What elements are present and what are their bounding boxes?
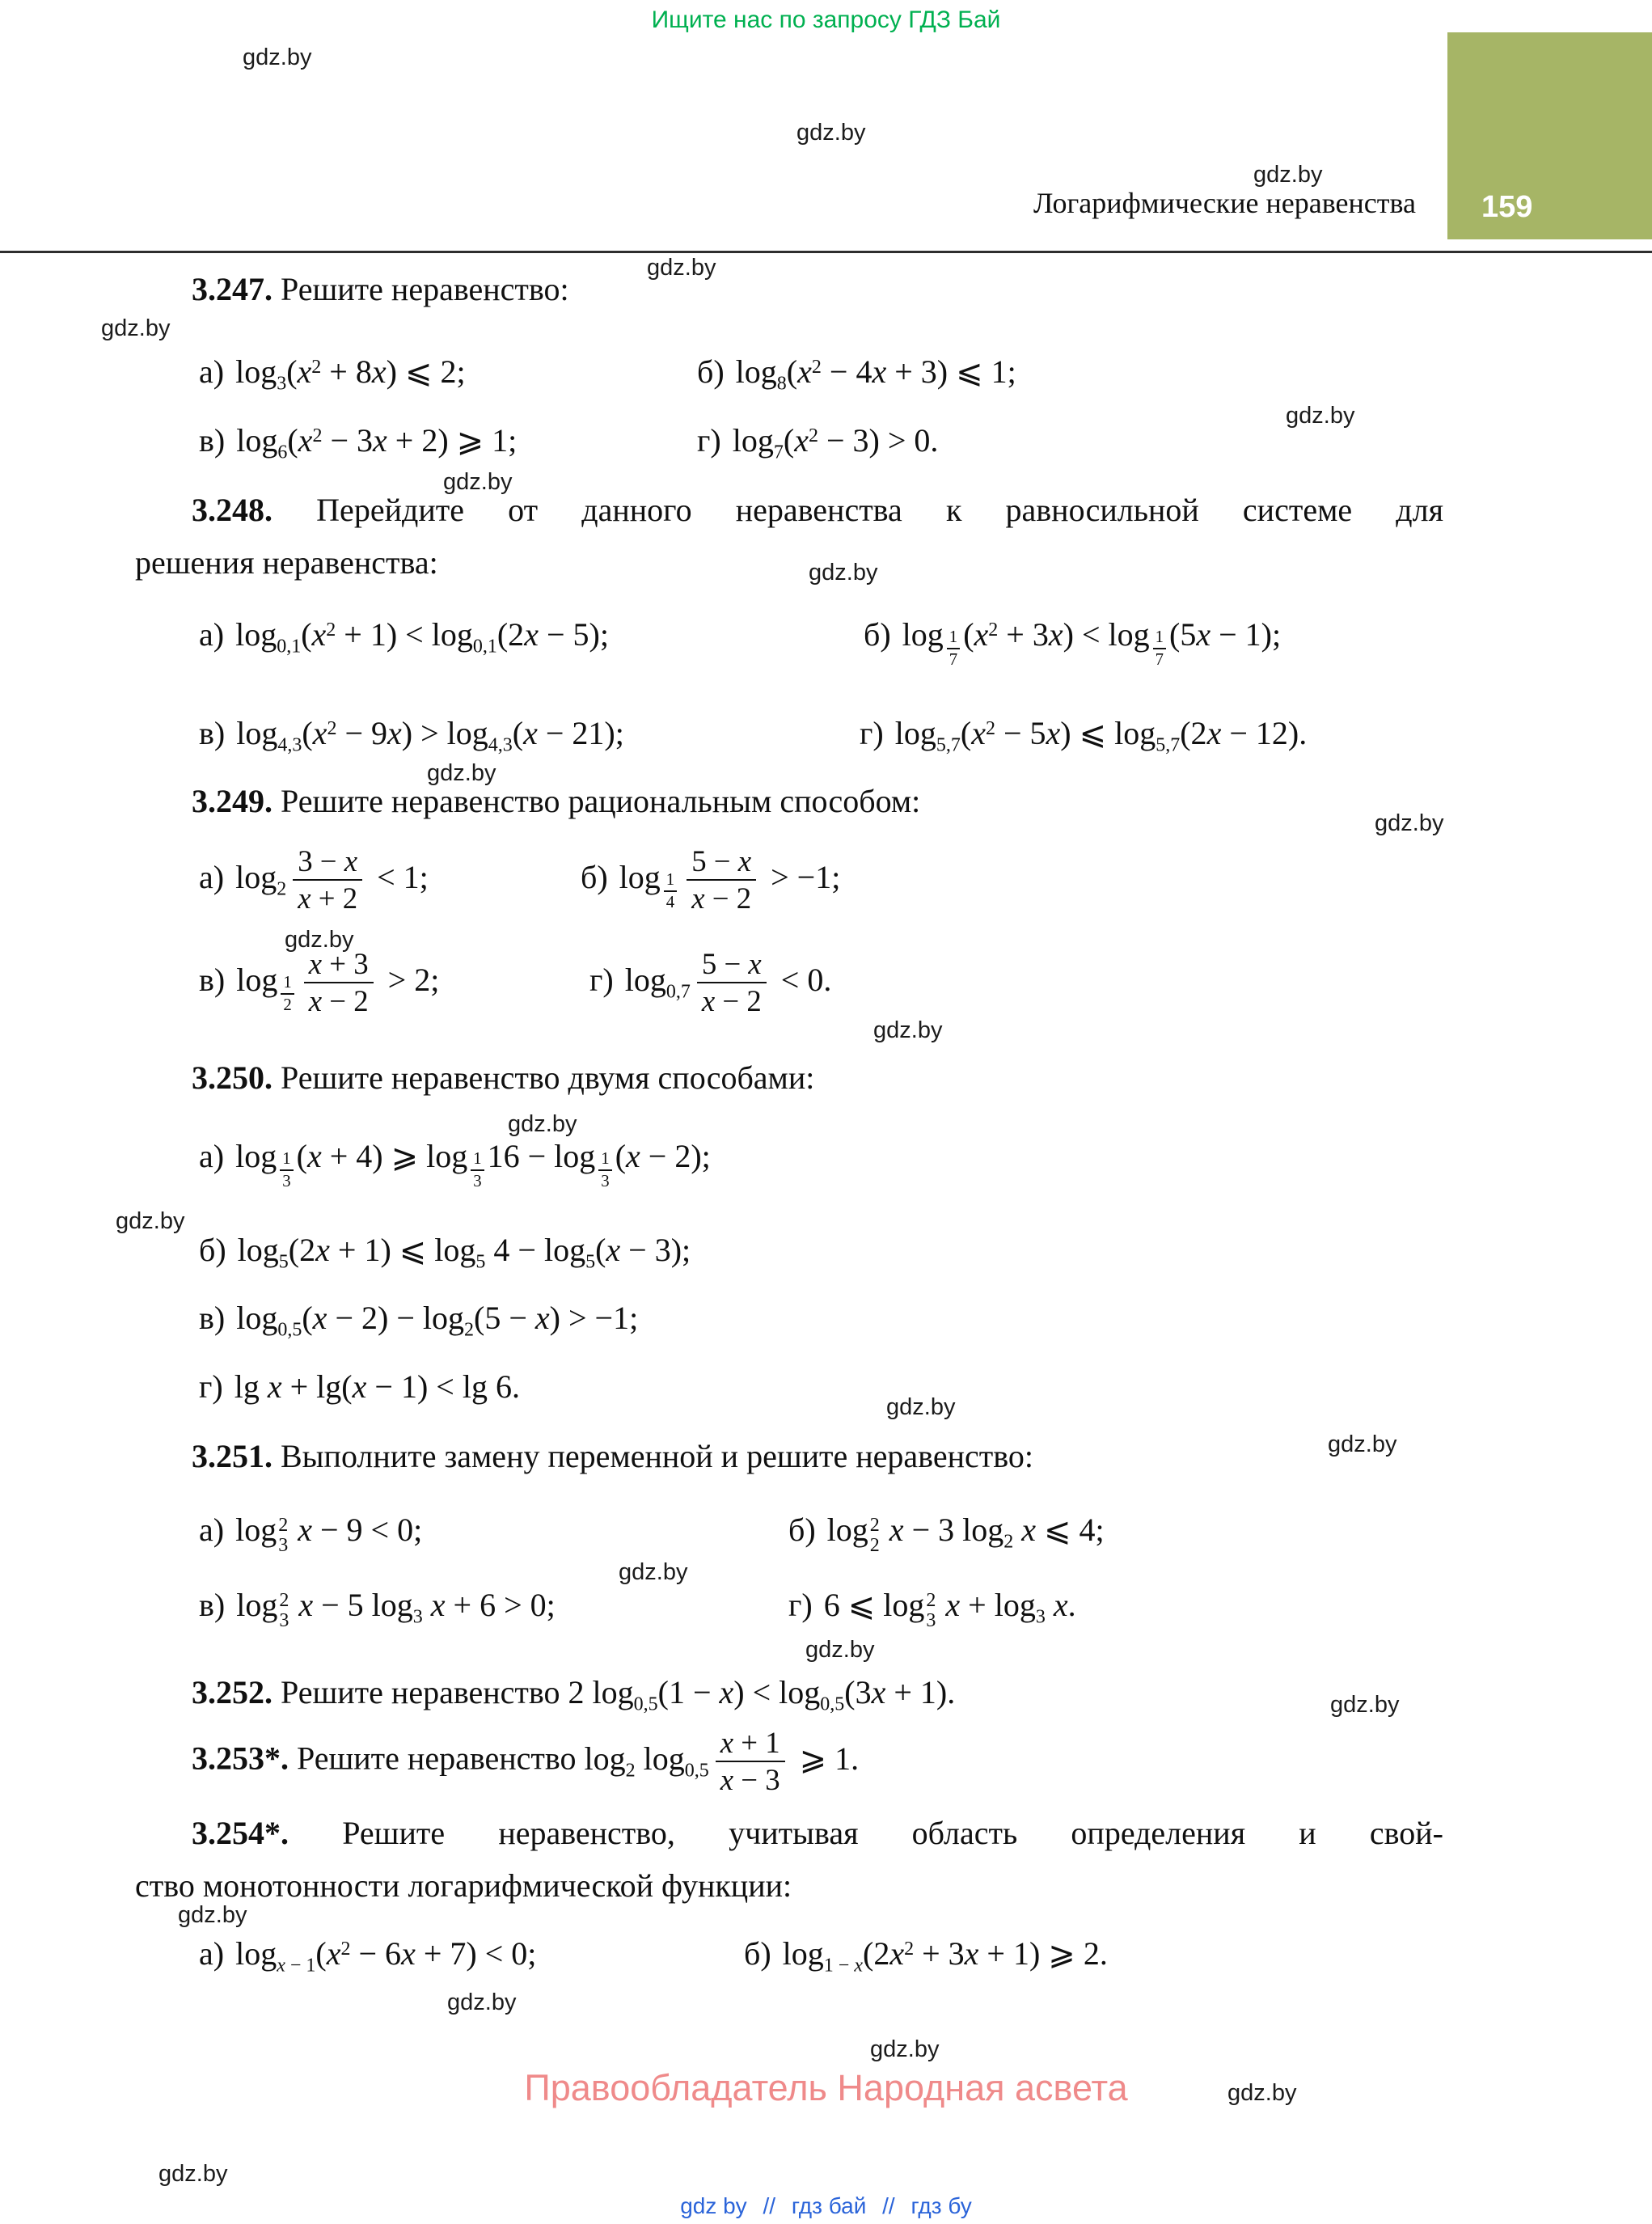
item-label: а) — [199, 353, 225, 390]
item-label: г) — [199, 1368, 223, 1405]
item-label: б) — [581, 858, 608, 895]
item-3-247-b — [697, 353, 1016, 395]
item-label: б) — [864, 616, 891, 653]
item-3-250-a — [199, 1137, 711, 1191]
problem-3-254-heading-line2 — [135, 1867, 792, 1905]
item-3-250-b — [199, 1231, 691, 1274]
page-header-title: Логарифмические неравенства — [1033, 187, 1416, 219]
formula: log $\frac{1}{2}$ $\frac{x + 3}{x - 2}$ > 2; — [236, 947, 440, 1018]
watermark: gdz.by — [101, 315, 171, 341]
formula: log $\frac{1}{3}$ (x + 4) ⩾ log $\frac{1}{3}$ 16 − log $\frac{1}{3}$ (x − 2); — [235, 1138, 711, 1190]
watermark: gdz.by — [647, 255, 716, 281]
footer-link-gdz-bu[interactable]: гдз бу — [911, 2193, 972, 2218]
problem-statement: Решите неравенство двумя способами: — [281, 1059, 815, 1096]
watermark: gdz.by — [285, 927, 354, 953]
watermark: gdz.by — [443, 469, 513, 495]
formula: $\log_{1 - x}(2x^2 + 3x + 1)$ ⩾ 2. — [782, 1935, 1108, 1977]
item-3-247-g — [697, 421, 938, 464]
item-label: г) — [589, 961, 614, 998]
formula: $\log_{5,7}(x^2 - 5x)$ ⩽ $\log_{5,7}(2x - 12)$. — [894, 715, 1308, 756]
link-separator: // — [763, 2193, 776, 2218]
item-3-247-a — [199, 353, 466, 395]
formula: $\log_5(2x + 1)$ ⩽ $\log_5 4 - \log_5(x - 3)$; — [237, 1232, 691, 1273]
item-3-248-a — [199, 615, 609, 658]
problem-number: 3.250. — [192, 1059, 273, 1096]
watermark: gdz.by — [1328, 1431, 1397, 1457]
item-3-249-a — [199, 845, 429, 915]
item-label: б) — [788, 1512, 816, 1548]
formula: log 2 3 x − 5 $\log_3 x + 6 > 0$; — [236, 1587, 556, 1632]
formula: $\log_8(x^2 - 4x + 3)$ ⩽ 1; — [735, 353, 1016, 395]
problem-3-251-heading — [192, 1437, 1033, 1476]
formula: lg x + lg(x − 1) < lg 6. — [234, 1368, 520, 1405]
formula: log 2 2 x − 3 $\log_2 x$ ⩽ 4; — [826, 1512, 1105, 1557]
formula: log 2 3 x − 9 < 0; — [235, 1512, 423, 1557]
problem-3-253 — [192, 1727, 859, 1797]
item-3-249-v — [199, 948, 439, 1018]
item-label: г) — [860, 715, 884, 751]
problem-statement: Решите неравенство — [281, 1674, 560, 1710]
formula: $\log_2 \log_{0,5}$ $\frac{x + 1}{x - 3}$ ⩾ 1. — [584, 1726, 860, 1797]
item-3-251-b — [788, 1511, 1105, 1556]
problem-number: 3.254*. — [192, 1815, 289, 1851]
item-label: а) — [199, 616, 225, 653]
problem-statement: Перейдите от данного неравенства к равносильной системе для — [316, 492, 1444, 528]
item-label: а) — [199, 1512, 225, 1548]
problem-3-252 — [192, 1673, 955, 1716]
item-label: в) — [199, 1300, 226, 1336]
formula: log $\frac{1}{7}$ $(x^2 + 3x) < \log$ $\frac{1}{7}$ (5x − 1); — [902, 616, 1282, 669]
watermark: gdz.by — [1375, 810, 1444, 836]
watermark: gdz.by — [870, 2036, 940, 2062]
problem-statement: Решите неравенство — [297, 1740, 577, 1777]
item-label: в) — [199, 961, 226, 998]
item-3-250-v — [199, 1299, 638, 1342]
formula: $\log_3(x^2 + 8x)$ ⩽ 2; — [235, 353, 466, 395]
formula: 2 $\log_{0,5}(1 - x) < \log_{0,5}(3x + 1)$. — [568, 1674, 956, 1715]
problem-number: 3.247. — [192, 271, 273, 307]
watermark: gdz.by — [809, 560, 878, 586]
watermark: gdz.by — [886, 1394, 956, 1420]
item-label: а) — [199, 858, 225, 895]
watermark: gdz.by — [178, 1902, 247, 1928]
watermark: gdz.by — [243, 44, 312, 70]
problem-number: 3.253*. — [192, 1740, 289, 1777]
formula: $\log_7(x^2 - 3) > 0$. — [732, 422, 939, 463]
item-label: а) — [199, 1138, 225, 1174]
problem-statement: Решите неравенство, учитывая область определения и свой- — [342, 1815, 1443, 1851]
problem-3-249-heading — [192, 782, 920, 821]
link-separator: // — [882, 2193, 895, 2218]
problem-statement: Решите неравенство рациональным способом: — [281, 783, 921, 819]
page-number: 159 — [1481, 190, 1533, 224]
header-divider — [0, 251, 1652, 253]
problem-number: 3.248. — [192, 492, 273, 528]
problem-3-248-heading-line2 — [135, 543, 438, 582]
problem-number: 3.252. — [192, 1674, 273, 1710]
formula: $\log_6(x^2 - 3x + 2)$ ⩾ 1; — [236, 422, 518, 463]
watermark: gdz.by — [1227, 2080, 1297, 2106]
item-label: в) — [199, 422, 226, 459]
watermark: gdz.by — [619, 1559, 688, 1585]
item-3-247-v — [199, 421, 517, 464]
formula: $\log_{x - 1}(x^2 - 6x + 7) < 0$; — [235, 1935, 537, 1977]
formula: $\log_{0,1}(x^2 + 1) < \log_{0,1}(2x - 5)$; — [235, 616, 609, 657]
formula: $\log_{4,3}(x^2 - 9x) > \log_{4,3}(x - 21)$; — [236, 715, 624, 756]
item-label: б) — [697, 353, 725, 390]
copyright-notice: Правообладатель Народная асвета — [524, 2067, 1128, 2108]
item-3-251-v — [199, 1586, 556, 1631]
problem-3-254-heading — [192, 1814, 1443, 1853]
problem-3-250-heading — [192, 1059, 814, 1097]
item-3-248-b — [864, 615, 1281, 670]
watermark: gdz.by — [447, 1989, 517, 2015]
formula: $\log_{0,7}$ $\frac{5 - x}{x - 2}$ < 0. — [624, 947, 832, 1018]
item-3-251-g — [788, 1586, 1076, 1631]
watermark: gdz.by — [508, 1111, 577, 1137]
page-number-box — [1447, 32, 1652, 239]
footer-link-gdz-bai[interactable]: гдз бай — [791, 2193, 867, 2218]
item-3-248-v — [199, 714, 624, 757]
item-label: г) — [697, 422, 721, 459]
watermark: gdz.by — [805, 1637, 875, 1663]
item-label: а) — [199, 1935, 225, 1972]
problem-statement: решения неравенства: — [135, 544, 438, 581]
item-3-254-a — [199, 1934, 536, 1977]
item-label: б) — [199, 1232, 226, 1268]
item-3-249-g — [589, 948, 831, 1018]
item-3-250-g — [199, 1368, 520, 1406]
watermark: gdz.by — [1253, 162, 1323, 188]
problem-number: 3.249. — [192, 783, 273, 819]
problem-statement: Выполните замену переменной и решите неравенство: — [281, 1438, 1033, 1474]
item-label: в) — [199, 1587, 226, 1623]
item-label: г) — [788, 1587, 813, 1623]
watermark: gdz.by — [427, 760, 496, 786]
formula: log $\frac{1}{4}$ $\frac{5 - x}{x - 2}$ > −1; — [619, 844, 841, 915]
problem-statement: Решите неравенство: — [281, 271, 569, 307]
formula: 6 ⩽ log 2 3 $x + \log_3 x$. — [823, 1587, 1076, 1632]
footer-link-gdz-by[interactable]: gdz by — [680, 2193, 747, 2218]
footer-links — [0, 2193, 1652, 2219]
problem-3-248-heading — [192, 491, 1443, 530]
formula: $\log_{0,5}(x - 2) - \log_2(5 - x) > -1$; — [236, 1300, 639, 1341]
problem-3-247-heading — [192, 270, 569, 309]
item-label: б) — [744, 1935, 771, 1972]
item-3-249-b — [581, 845, 840, 915]
formula: $\log_2$ $\frac{3 - x}{x + 2}$ < 1; — [235, 844, 429, 915]
problem-number: 3.251. — [192, 1438, 273, 1474]
watermark: gdz.by — [116, 1208, 185, 1234]
item-3-254-b — [744, 1934, 1108, 1977]
problem-statement: ство монотонности логарифмической функции: — [135, 1867, 792, 1904]
item-3-248-g — [860, 714, 1307, 757]
watermark: gdz.by — [796, 120, 866, 146]
item-label: в) — [199, 715, 226, 751]
promo-banner: Ищите нас по запросу ГДЗ Бай — [651, 6, 1001, 33]
watermark: gdz.by — [1286, 403, 1355, 429]
watermark: gdz.by — [1330, 1692, 1400, 1718]
item-3-251-a — [199, 1511, 422, 1556]
watermark: gdz.by — [873, 1017, 943, 1043]
watermark: gdz.by — [158, 2161, 228, 2187]
